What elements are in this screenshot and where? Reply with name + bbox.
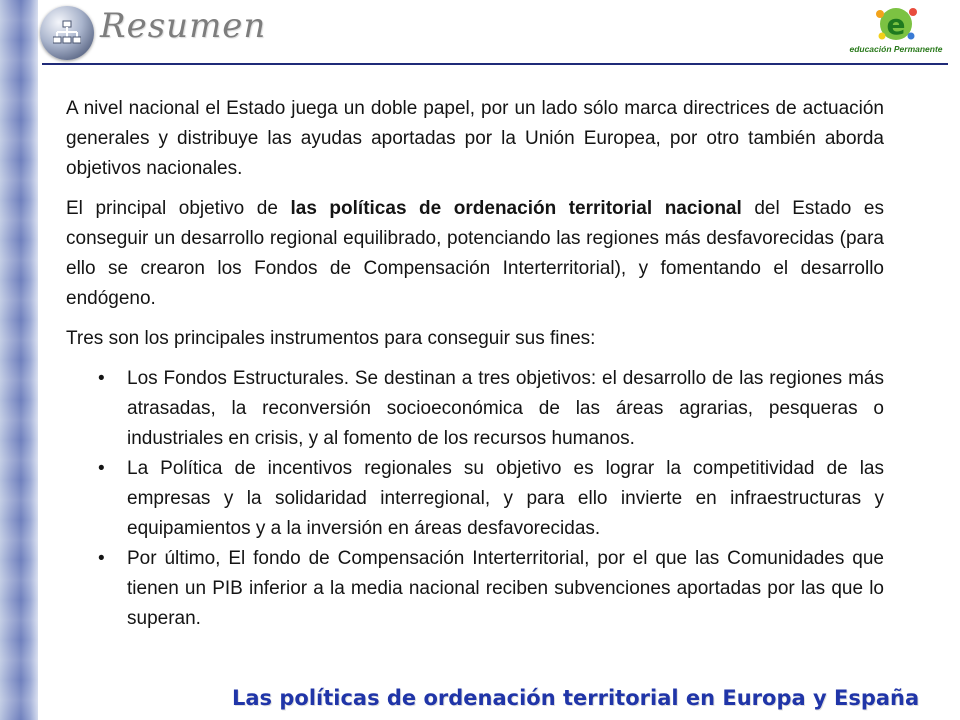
list-item: [66, 364, 884, 454]
bullet-icon: •: [98, 368, 105, 389]
paragraph-3: Tres son los principales instrumentos para conseguir sus fines:: [66, 328, 596, 349]
paragraph-1: A nivel nacional el Estado juega un doble papel, por un lado sólo marca directrices de actuación generales y distribuye las ayudas aportadas por la Unión Europea, por otro también aborda objetivos nacionales.: [66, 98, 884, 179]
brand-text: educación Permanente: [849, 44, 943, 54]
footer-title: Las políticas de ordenación territorial en Europa y España: [232, 686, 920, 710]
paragraph-2-start: El principal objetivo de: [66, 198, 291, 219]
paragraph-2-end: del Estado es conseguir un desarrollo regional equilibrado, potenciando las regiones más desfavorecidas (para ello se crearon los Fondos de Compensación Interterritorial), y fomentando el desarrollo endógeno.: [66, 198, 884, 309]
list-item-text: La Política de incentivos regionales su objetivo es lograr la competitividad de las empresas y la solidaridad interregional, y para ello invierte en infraestructuras y equipamientos y a la inversión en áreas desfavorecidas.: [127, 458, 884, 539]
left-decorative-bar: [0, 0, 38, 720]
list-item-text: Los Fondos Estructurales. Se destinan a tres objetivos: el desarrollo de las regiones más atrasadas, la reconversión socioeconómica de las áreas agrarias, pesqueras o industriales en crisis, y al fomento de los recursos humanos.: [127, 368, 884, 449]
page-title: Resumen: [100, 6, 267, 46]
bullet-icon: •: [98, 548, 105, 569]
main-content: [66, 94, 884, 634]
bullet-icon: •: [98, 458, 105, 479]
svg-text:e: e: [886, 8, 906, 41]
instrument-list: [66, 364, 884, 634]
paragraph-2: [66, 194, 884, 314]
paragraph-2-bold: las políticas de ordenación territorial nacional: [290, 198, 742, 219]
list-item: [66, 544, 884, 634]
header-divider: [42, 63, 948, 65]
list-item: [66, 454, 884, 544]
org-chart-icon: [40, 6, 94, 60]
list-item-text: Por último, El fondo de Compensación Interterritorial, por el que las Comunidades que tienen un PIB inferior a la media nacional reciben subvenciones aportadas por las que lo superan.: [127, 548, 884, 629]
